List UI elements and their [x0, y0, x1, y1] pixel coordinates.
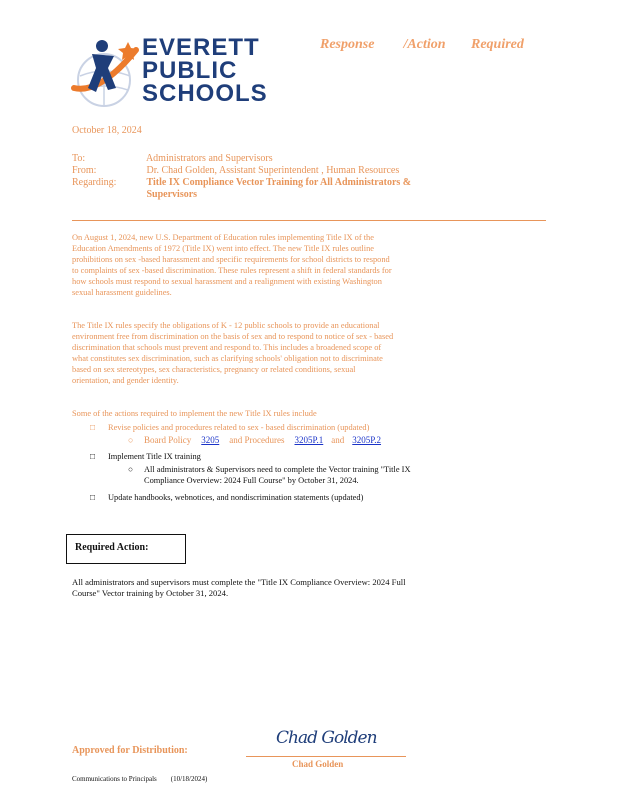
board-policy-label: Board Policy [144, 435, 192, 445]
p2-line: based on sex stereotypes, sex characteristics, pregnancy or related conditions, sexual [72, 365, 356, 375]
response-word: Response [320, 37, 375, 52]
bullet-marker: □ [90, 423, 96, 432]
bullet-implement-training [90, 451, 550, 462]
procedures-label: and Procedures [229, 435, 285, 445]
paragraph-1 [72, 232, 552, 299]
p1-line: prohibitions on sex -based harassment and specific requirements for school districts to respond [72, 255, 390, 265]
signature-line [246, 756, 406, 757]
header-divider [72, 220, 546, 221]
response-action-required-heading [320, 37, 524, 53]
footer-note [72, 775, 207, 783]
sub-bullet-training-requirement [128, 464, 548, 486]
p2-line: The Title IX rules specify the obligations of K - 12 public schools to provide an educational [72, 321, 380, 330]
signer-name: Chad Golden [292, 759, 344, 769]
logo-line-2: PUBLIC [142, 57, 238, 84]
regarding-label: Regarding: [72, 177, 117, 188]
logo-emblem-icon [70, 36, 142, 112]
p2-line: orientation, and gender identity. [72, 376, 179, 386]
required-action-label: Required Action: [75, 542, 149, 553]
regarding-value-line-2: Supervisors [146, 189, 198, 200]
to-label: To: [72, 153, 86, 164]
p1-line: On August 1, 2024, new U.S. Department of Education rules implementing Title IX of the [72, 233, 374, 242]
p1-line: sexual harassment guidelines. [72, 288, 172, 298]
p1-line: Education Amendments of 1972 (Title IX) went into effect. The new Title IX rules outline [72, 244, 374, 254]
policy-3205-link[interactable]: 3205 [201, 435, 220, 445]
logo-wordmark [142, 36, 268, 105]
bullet-2-text: Implement Title IX training [108, 452, 201, 461]
logo-line-3: SCHOOLS [142, 80, 268, 107]
from-value: Dr. Chad Golden, Assistant Superintendent , Human Resources [146, 165, 400, 176]
footer-note-left: Communications to Principals [72, 775, 157, 783]
p2-line: environment free from discrimination on the basis of sex and to respond to notice of sex - based [72, 332, 394, 342]
district-logo [70, 34, 268, 112]
p2-line: discrimination that schools must prevent and respond to. This includes a broadened scope of [72, 343, 382, 353]
paragraph-2 [72, 320, 552, 387]
memo-header [72, 153, 411, 201]
p2-line: what constitutes sex discrimination, such as clarifying schools' obligation not to discriminate [72, 354, 383, 364]
logo-line-1: EVERETT [142, 34, 260, 61]
procedure-3205p2-link[interactable]: 3205P.2 [352, 435, 382, 445]
from-row [72, 165, 411, 177]
required-action-text [72, 577, 552, 599]
bullet-1-text: Revise policies and procedures related to sex - based discrimination (updated) [108, 423, 370, 432]
to-value: Administrators and Supervisors [145, 153, 273, 164]
and-label: and [331, 435, 345, 445]
sub-2-line-2: Compliance Overview: 2024 Full Course" by October 31, 2024. [144, 476, 359, 486]
actions-intro: Some of the actions required to implement the new Title IX rules include [72, 409, 317, 418]
signature-image: Chad Golden [276, 728, 377, 748]
from-label: From: [72, 165, 97, 176]
required-action-box [66, 534, 186, 564]
sub-bullet-marker: ○ [128, 435, 134, 445]
approved-for-distribution-label: Approved for Distribution: [72, 745, 188, 756]
regarding-value-line-1: Title IX Compliance Vector Training for All Administrators & [146, 177, 412, 188]
sub-bullet-marker: ○ [128, 465, 134, 474]
regarding-row [72, 177, 411, 189]
action-word: /Action [403, 37, 446, 52]
bullet-marker: □ [90, 493, 96, 502]
required-word: Required [471, 37, 524, 52]
procedure-3205p1-link[interactable]: 3205P.1 [294, 435, 324, 445]
memo-date: October 18, 2024 [72, 125, 142, 136]
p1-line: to complaints of sex -based discrimination. These rules represent a shift in federal standards for [72, 266, 392, 276]
to-row [72, 153, 411, 165]
regarding-row-2 [72, 189, 411, 201]
bullet-revise-policies [90, 422, 550, 433]
required-line-2: Course" Vector training by October 31, 2024. [72, 588, 229, 599]
sub-bullet-board-policy [128, 435, 548, 446]
footer-note-date: (10/18/2024) [170, 775, 208, 783]
bullet-update-handbooks [90, 492, 550, 503]
required-line-1: All administrators and supervisors must complete the "Title IX Compliance Overview: 2024 Full [72, 577, 406, 587]
sub-2-line-1: All administrators & Supervisors need to complete the Vector training "Title IX [144, 465, 411, 474]
p1-line: how schools must respond to sexual harassment and a realignment with existing Washington [72, 277, 382, 287]
bullet-marker: □ [90, 452, 96, 461]
bullet-3-text: Update handbooks, webnotices, and nondiscrimination statements (updated) [108, 493, 364, 502]
